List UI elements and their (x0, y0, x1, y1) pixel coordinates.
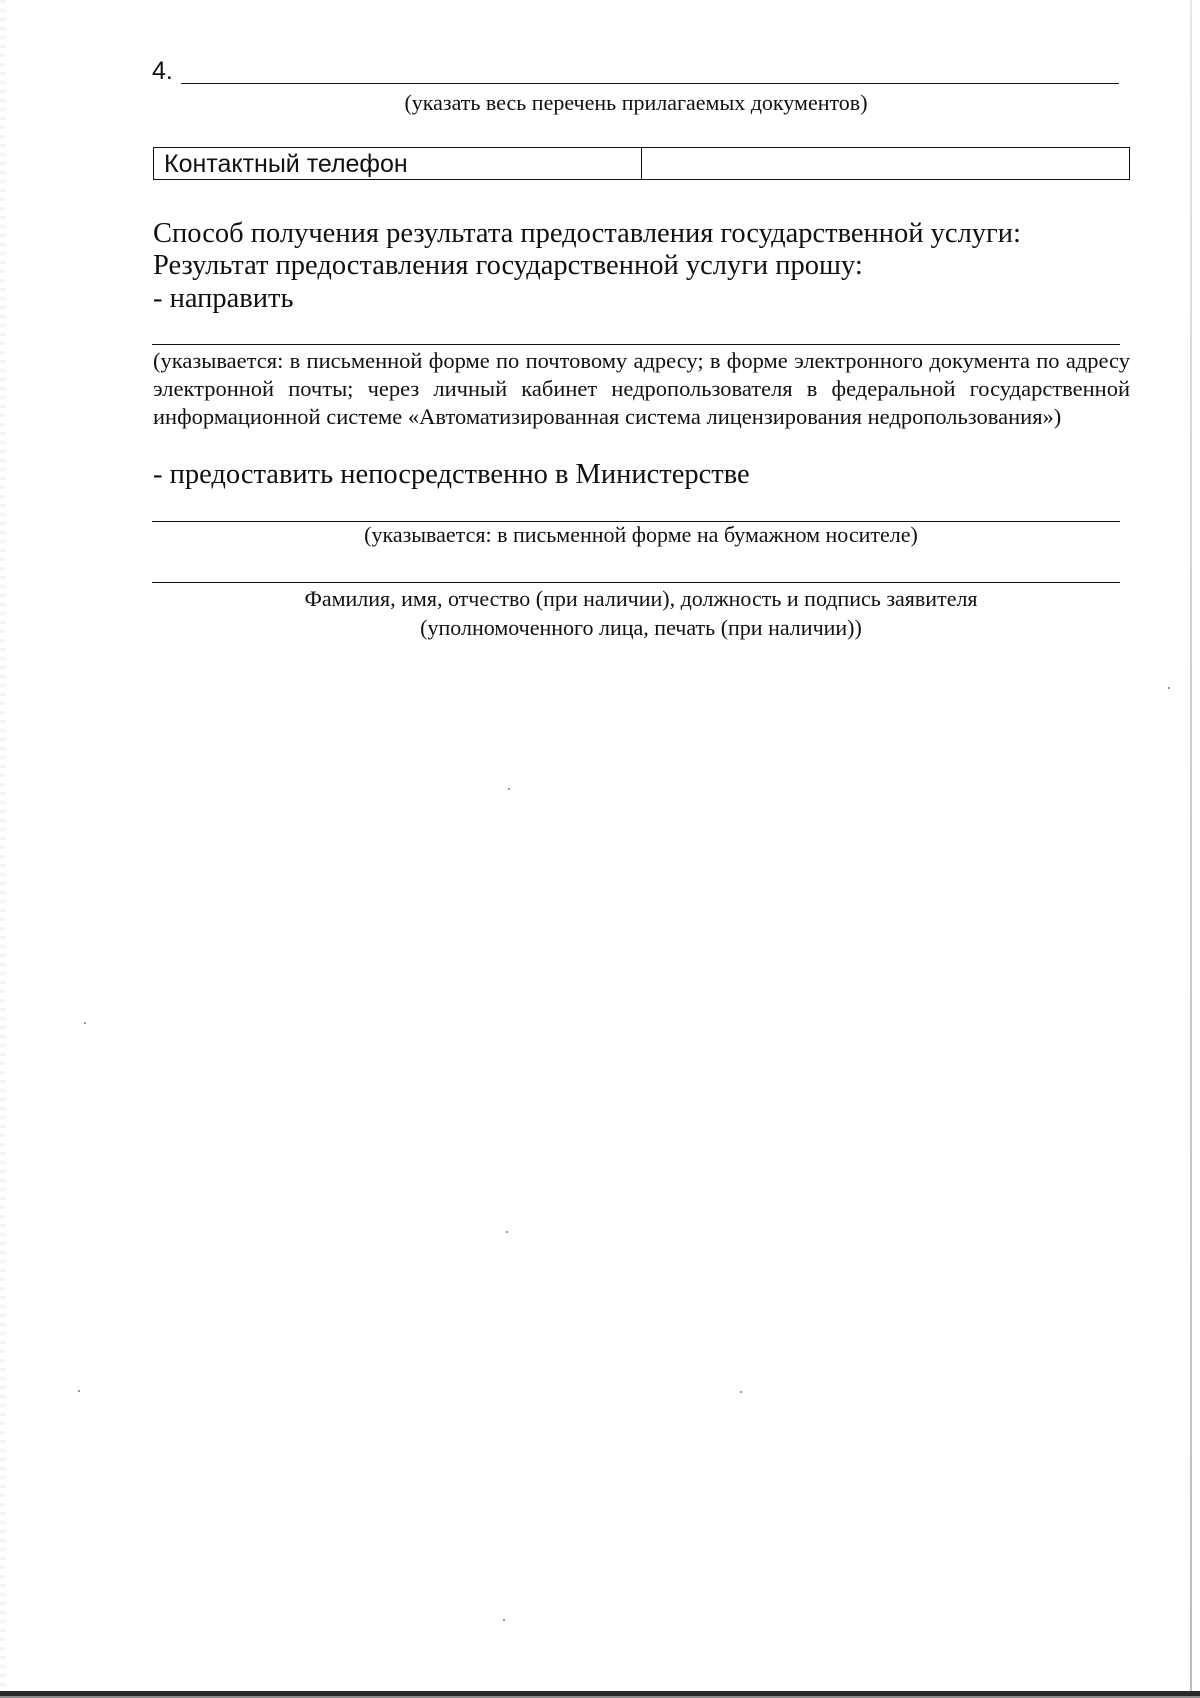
contact-phone-value (642, 148, 1129, 179)
signature-caption-line1: Фамилия, имя, отчество (при наличии), должность и подпись заявителя (304, 586, 978, 611)
option-send: - направить (153, 283, 294, 314)
item-4-number: 4. (152, 57, 173, 85)
attached-docs-hint: (указать весь перечень прилагаемых документов) (404, 90, 868, 115)
scan-speck (506, 1231, 508, 1233)
send-methods-hint: (указывается: в письменной форме по почтовому адресу; в форме электронного документа по адресу электронной почты; через личный кабинет недропользователя в федеральной государственной информационной системе «Автоматизированная система лицензирования недропользования») (153, 348, 1130, 429)
contact-phone-table (153, 147, 1130, 180)
receipt-method-heading: Способ получения результата предоставления государственной услуги: (153, 218, 1021, 249)
send-method-fill-line (152, 344, 1120, 345)
contact-phone-label: Контактный телефон (154, 148, 642, 179)
scan-edge-left (0, 0, 6, 1698)
signature-caption (152, 584, 1130, 642)
item-4-fill-line (181, 83, 1119, 84)
scan-speck (740, 1391, 742, 1393)
scan-speck (1168, 687, 1170, 689)
scan-speck (503, 1619, 505, 1621)
scan-speck (508, 788, 510, 790)
scan-speck (84, 1022, 86, 1024)
receipt-request-line: Результат предоставления государственной услуги прошу: (153, 250, 863, 281)
option-ministry: - предоставить непосредственно в Министерстве (153, 459, 750, 490)
signature-caption-line2: (уполномоченного лица, печать (при наличии)) (420, 615, 862, 640)
scan-edge-right (1190, 0, 1192, 1698)
paper-form-hint: (указывается: в письменной форме на бумажном носителе) (364, 522, 918, 547)
signature-line (152, 582, 1120, 583)
scan-speck (78, 1390, 80, 1392)
